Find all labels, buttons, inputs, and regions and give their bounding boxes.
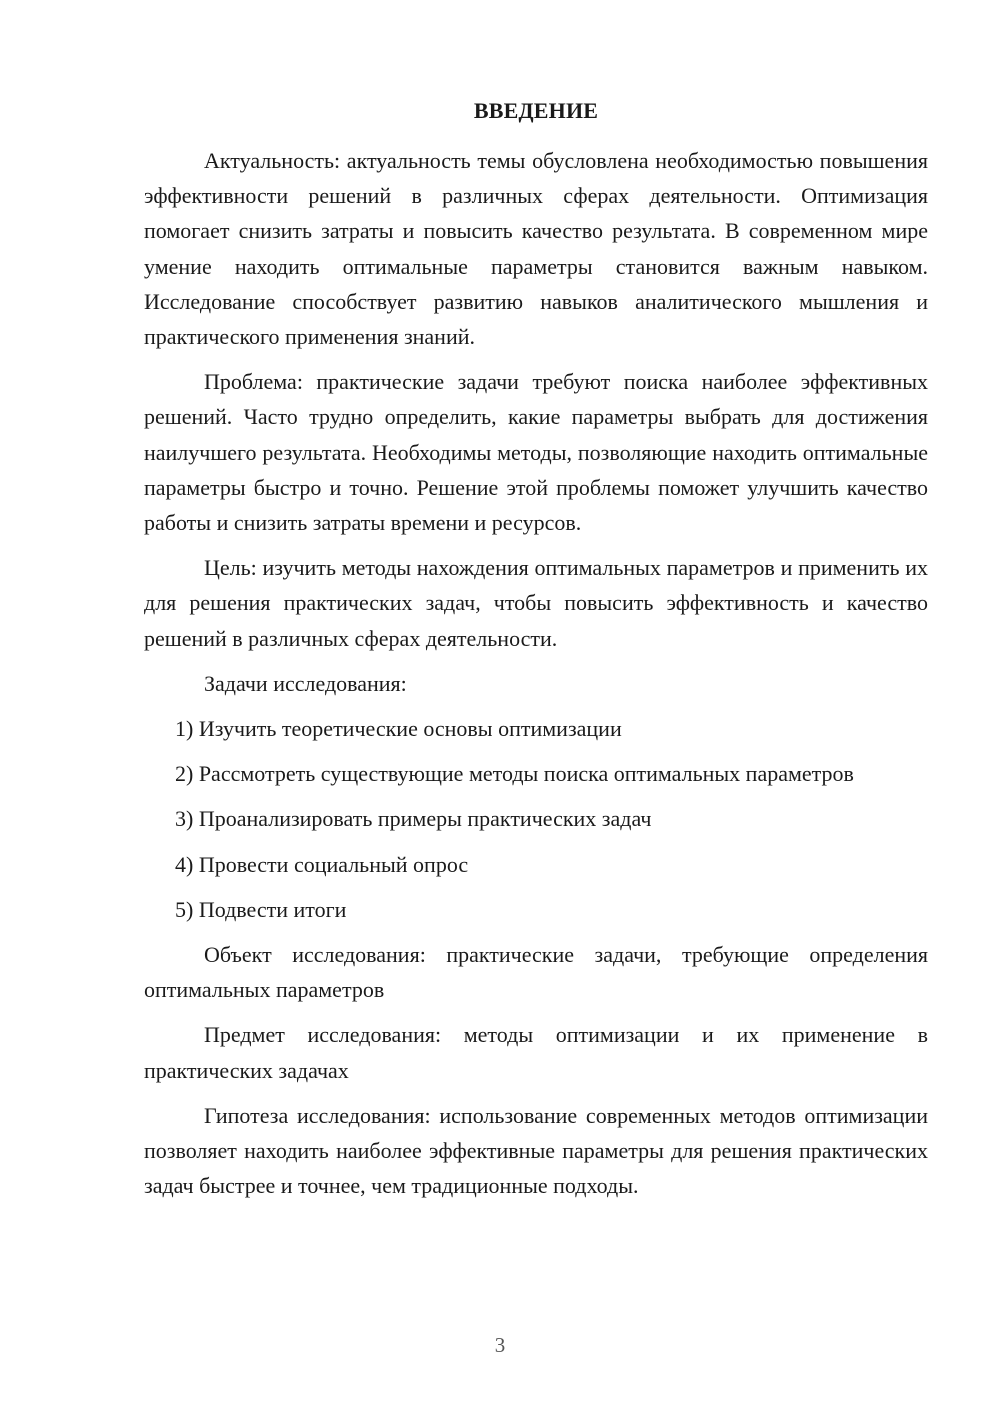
paragraph-object: Объект исследования: практические задачи, требующие определения оптимальных параметров bbox=[144, 942, 928, 1003]
paragraph-goal: Цель: изучить методы нахождения оптимальных параметров и применить их для решения практических задач, чтобы повысить эффективность и качество решений в различных сферах деятельности. bbox=[144, 555, 928, 651]
task-item-1: 1) Изучить теоретические основы оптимизации bbox=[175, 716, 622, 742]
tasks-heading: Задачи исследования: bbox=[204, 670, 407, 696]
paragraph-problem: Проблема: практические задачи требуют поиска наиболее эффективных решений. Часто трудно определить, какие параметры выбрать для достижения наилучшего результата. Необходимы методы, позволяющие находить оптимальные параметры быстро и точно. Решение этой проблемы поможет улучшить качество работы и снизить затраты времени и ресурсов. bbox=[144, 369, 928, 536]
task-item-2: 2) Рассмотреть существующие методы поиска оптимальных параметров bbox=[175, 761, 854, 787]
task-item-3: 3) Проанализировать примеры практических задач bbox=[175, 806, 652, 832]
document-page bbox=[144, 96, 928, 1213]
page-title: ВВЕДЕНИЕ bbox=[473, 98, 599, 123]
paragraph-relevance: Актуальность: актуальность темы обусловлена необходимостью повышения эффективности решений в различных сферах деятельности. Оптимизация помогает снизить затраты и повысить качество результата. В современном мире умение находить оптимальные параметры становится важным навыком. Исследование способствует развитию навыков аналитического мышления и практического применения знаний. bbox=[144, 148, 928, 350]
task-item-5: 5) Подвести итоги bbox=[175, 896, 347, 922]
paragraph-subject: Предмет исследования: методы оптимизации и их применение в практических задачах bbox=[144, 1022, 928, 1083]
page-number: 3 bbox=[494, 1333, 506, 1357]
paragraph-hypothesis: Гипотеза исследования: использование современных методов оптимизации позволяет находить наиболее эффективные параметры для решения практических задач быстрее и точнее, чем традиционные подходы. bbox=[144, 1102, 928, 1199]
task-item-4: 4) Провести социальный опрос bbox=[175, 851, 469, 877]
